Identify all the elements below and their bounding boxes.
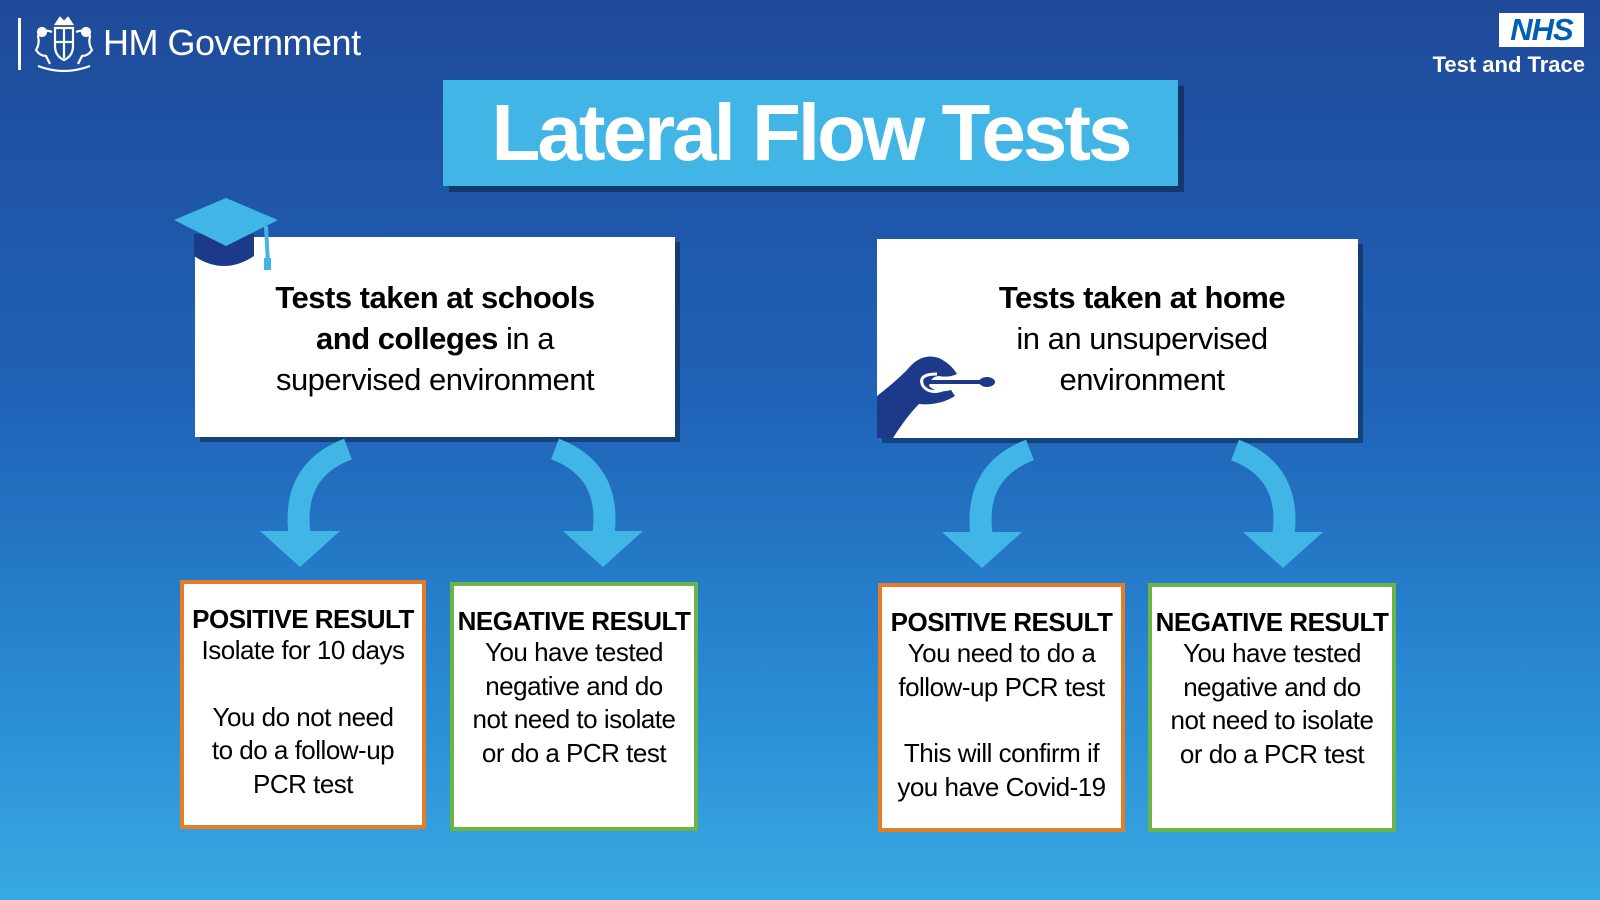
result-box-home-positive bbox=[878, 583, 1125, 832]
result-line: You need to do a bbox=[907, 638, 1096, 668]
nhs-service-name: Test and Trace bbox=[1432, 52, 1585, 77]
graduation-cap-icon bbox=[172, 198, 280, 274]
royal-coat-of-arms-icon bbox=[30, 14, 98, 74]
source-line-3: environment bbox=[1059, 362, 1225, 397]
source-line-3: supervised environment bbox=[275, 362, 595, 397]
result-heading: POSITIVE RESULT bbox=[890, 607, 1113, 637]
result-line: You do not need bbox=[212, 701, 394, 732]
result-line: PCR test bbox=[252, 768, 354, 799]
result-heading: POSITIVE RESULT bbox=[192, 604, 414, 634]
result-line: negative and do bbox=[1183, 671, 1361, 702]
source-line-2-bold: and colleges bbox=[316, 321, 498, 356]
result-line: You have tested bbox=[1182, 638, 1362, 668]
arrow-to-home-negative bbox=[1225, 446, 1325, 571]
result-line: You have tested bbox=[484, 637, 664, 667]
result-line: negative and do bbox=[485, 670, 663, 701]
government-name: HM Government bbox=[103, 22, 361, 63]
result-line: follow-up PCR test bbox=[898, 671, 1105, 702]
source-text-schools bbox=[195, 277, 675, 400]
result-line: This will confirm if bbox=[903, 738, 1100, 768]
result-line: not need to isolate bbox=[472, 704, 676, 734]
result-line: Isolate for 10 days bbox=[201, 635, 405, 665]
result-box-schools-positive bbox=[180, 580, 426, 829]
page-title: Lateral Flow Tests bbox=[491, 88, 1130, 177]
source-line-2: in an unsupervised bbox=[1016, 321, 1268, 356]
nhs-logo bbox=[1499, 13, 1584, 47]
result-heading: NEGATIVE RESULT bbox=[1155, 607, 1389, 637]
source-line-1: Tests taken at home bbox=[998, 280, 1286, 315]
source-line-1: Tests taken at schools bbox=[275, 280, 595, 315]
result-line: you have Covid-19 bbox=[897, 771, 1106, 802]
nhs-logo-text: NHS bbox=[1510, 12, 1573, 47]
result-line: or do a PCR test bbox=[481, 737, 667, 768]
arrow-to-schools-negative bbox=[545, 445, 645, 570]
title-banner bbox=[443, 80, 1178, 186]
arrow-to-home-positive bbox=[940, 446, 1040, 571]
arrow-to-schools-positive bbox=[258, 445, 358, 570]
source-text-home bbox=[967, 277, 1317, 400]
result-line: or do a PCR test bbox=[1179, 738, 1365, 769]
result-box-home-negative bbox=[1148, 583, 1396, 832]
hand-swab-icon bbox=[877, 344, 999, 438]
result-line: not need to isolate bbox=[1170, 705, 1374, 735]
government-divider bbox=[18, 18, 21, 70]
result-box-schools-negative bbox=[450, 582, 698, 831]
result-line: to do a follow-up bbox=[211, 735, 395, 765]
result-heading: NEGATIVE RESULT bbox=[457, 606, 691, 636]
source-line-2-rest: in a bbox=[497, 321, 554, 356]
